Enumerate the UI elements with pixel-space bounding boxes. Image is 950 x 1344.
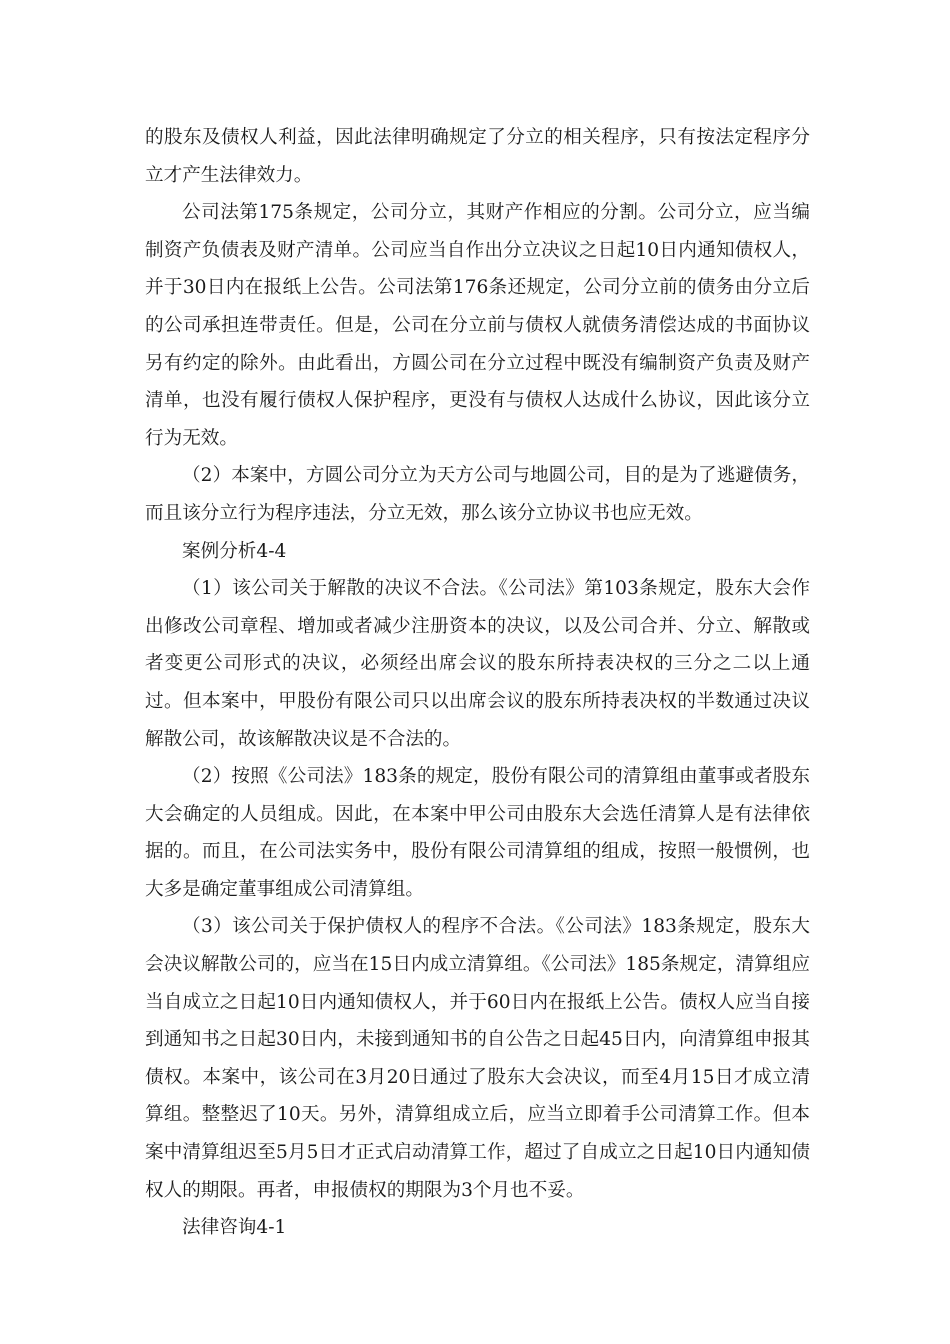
paragraph-case-point-1: （1）该公司关于解散的决议不合法。《公司法》第103条规定，股东大会作出修改公司章程、增加或者减少注册资本的决议，以及公司合并、分立、解散或者变更公司形式的决议，必须经出席会议的股东所持表决权的三分之二以上通过。但本案中，甲股份有限公司只以出席会议的股东所持表决权的半数通过决议解散公司，故该解散决议是不合法的。 bbox=[145, 578, 810, 750]
paragraph-point-2-division: （2）本案中，方圆公司分立为天方公司与地圆公司，目的是为了逃避债务，而且该分立行为程序违法，分立无效，那么该分立协议书也应无效。 bbox=[145, 465, 810, 524]
document-body bbox=[145, 119, 810, 1247]
paragraph-case-point-2: （2）按照《公司法》183条的规定，股份有限公司的清算组由董事或者股东大会确定的人员组成。因此，在本案中甲公司由股东大会选任清算人是有法律依据的。而且，在公司法实务中，股份有限公司清算组的组成，按照一般惯例，也大多是确定董事组成公司清算组。 bbox=[145, 766, 810, 900]
paragraph-article-175: 公司法第175条规定，公司分立，其财产作相应的分割。公司分立，应当编制资产负债表及财产清单。公司应当自作出分立决议之日起10日内通知债权人，并于30日内在报纸上公告。公司法第176条还规定，公司分立前的债务由分立后的公司承担连带责任。但是，公司在分立前与债权人就债务清偿达成的书面协议另有约定的除外。由此看出，方圆公司在分立过程中既没有编制资产负责及财产清单，也没有履行债权人保护程序，更没有与债权人达成什么协议，因此该分立行为无效。 bbox=[145, 202, 810, 449]
paragraph-continuation: 的股东及债权人利益，因此法律明确规定了分立的相关程序，只有按法定程序分立才产生法律效力。 bbox=[145, 127, 810, 186]
paragraph-case-point-3: （3）该公司关于保护债权人的程序不合法。《公司法》183条规定，股东大会决议解散公司的，应当在15日内成立清算组。《公司法》185条规定，清算组应当自成立之日起10日内通知债权人，并于60日内在报纸上公告。债权人应当自接到通知书之日起30日内，未接到通知书的自公告之日起45日内，向清算组申报其债权。本案中，该公司在3月20日通过了股东大会决议，而至4月15日才成立清算组。整整迟了10天。另外，清算组成立后，应当立即着手公司清算工作。但本案中清算组迟至5月5日才正式启动清算工作，超过了自成立之日起10日内通知债权人的期限。再者，申报债权的期限为3个月也不妥。 bbox=[145, 916, 810, 1201]
section-heading-consult-4-1: 法律咨询4-1 bbox=[182, 1217, 287, 1239]
section-heading-case-4-4: 案例分析4-4 bbox=[182, 540, 287, 562]
